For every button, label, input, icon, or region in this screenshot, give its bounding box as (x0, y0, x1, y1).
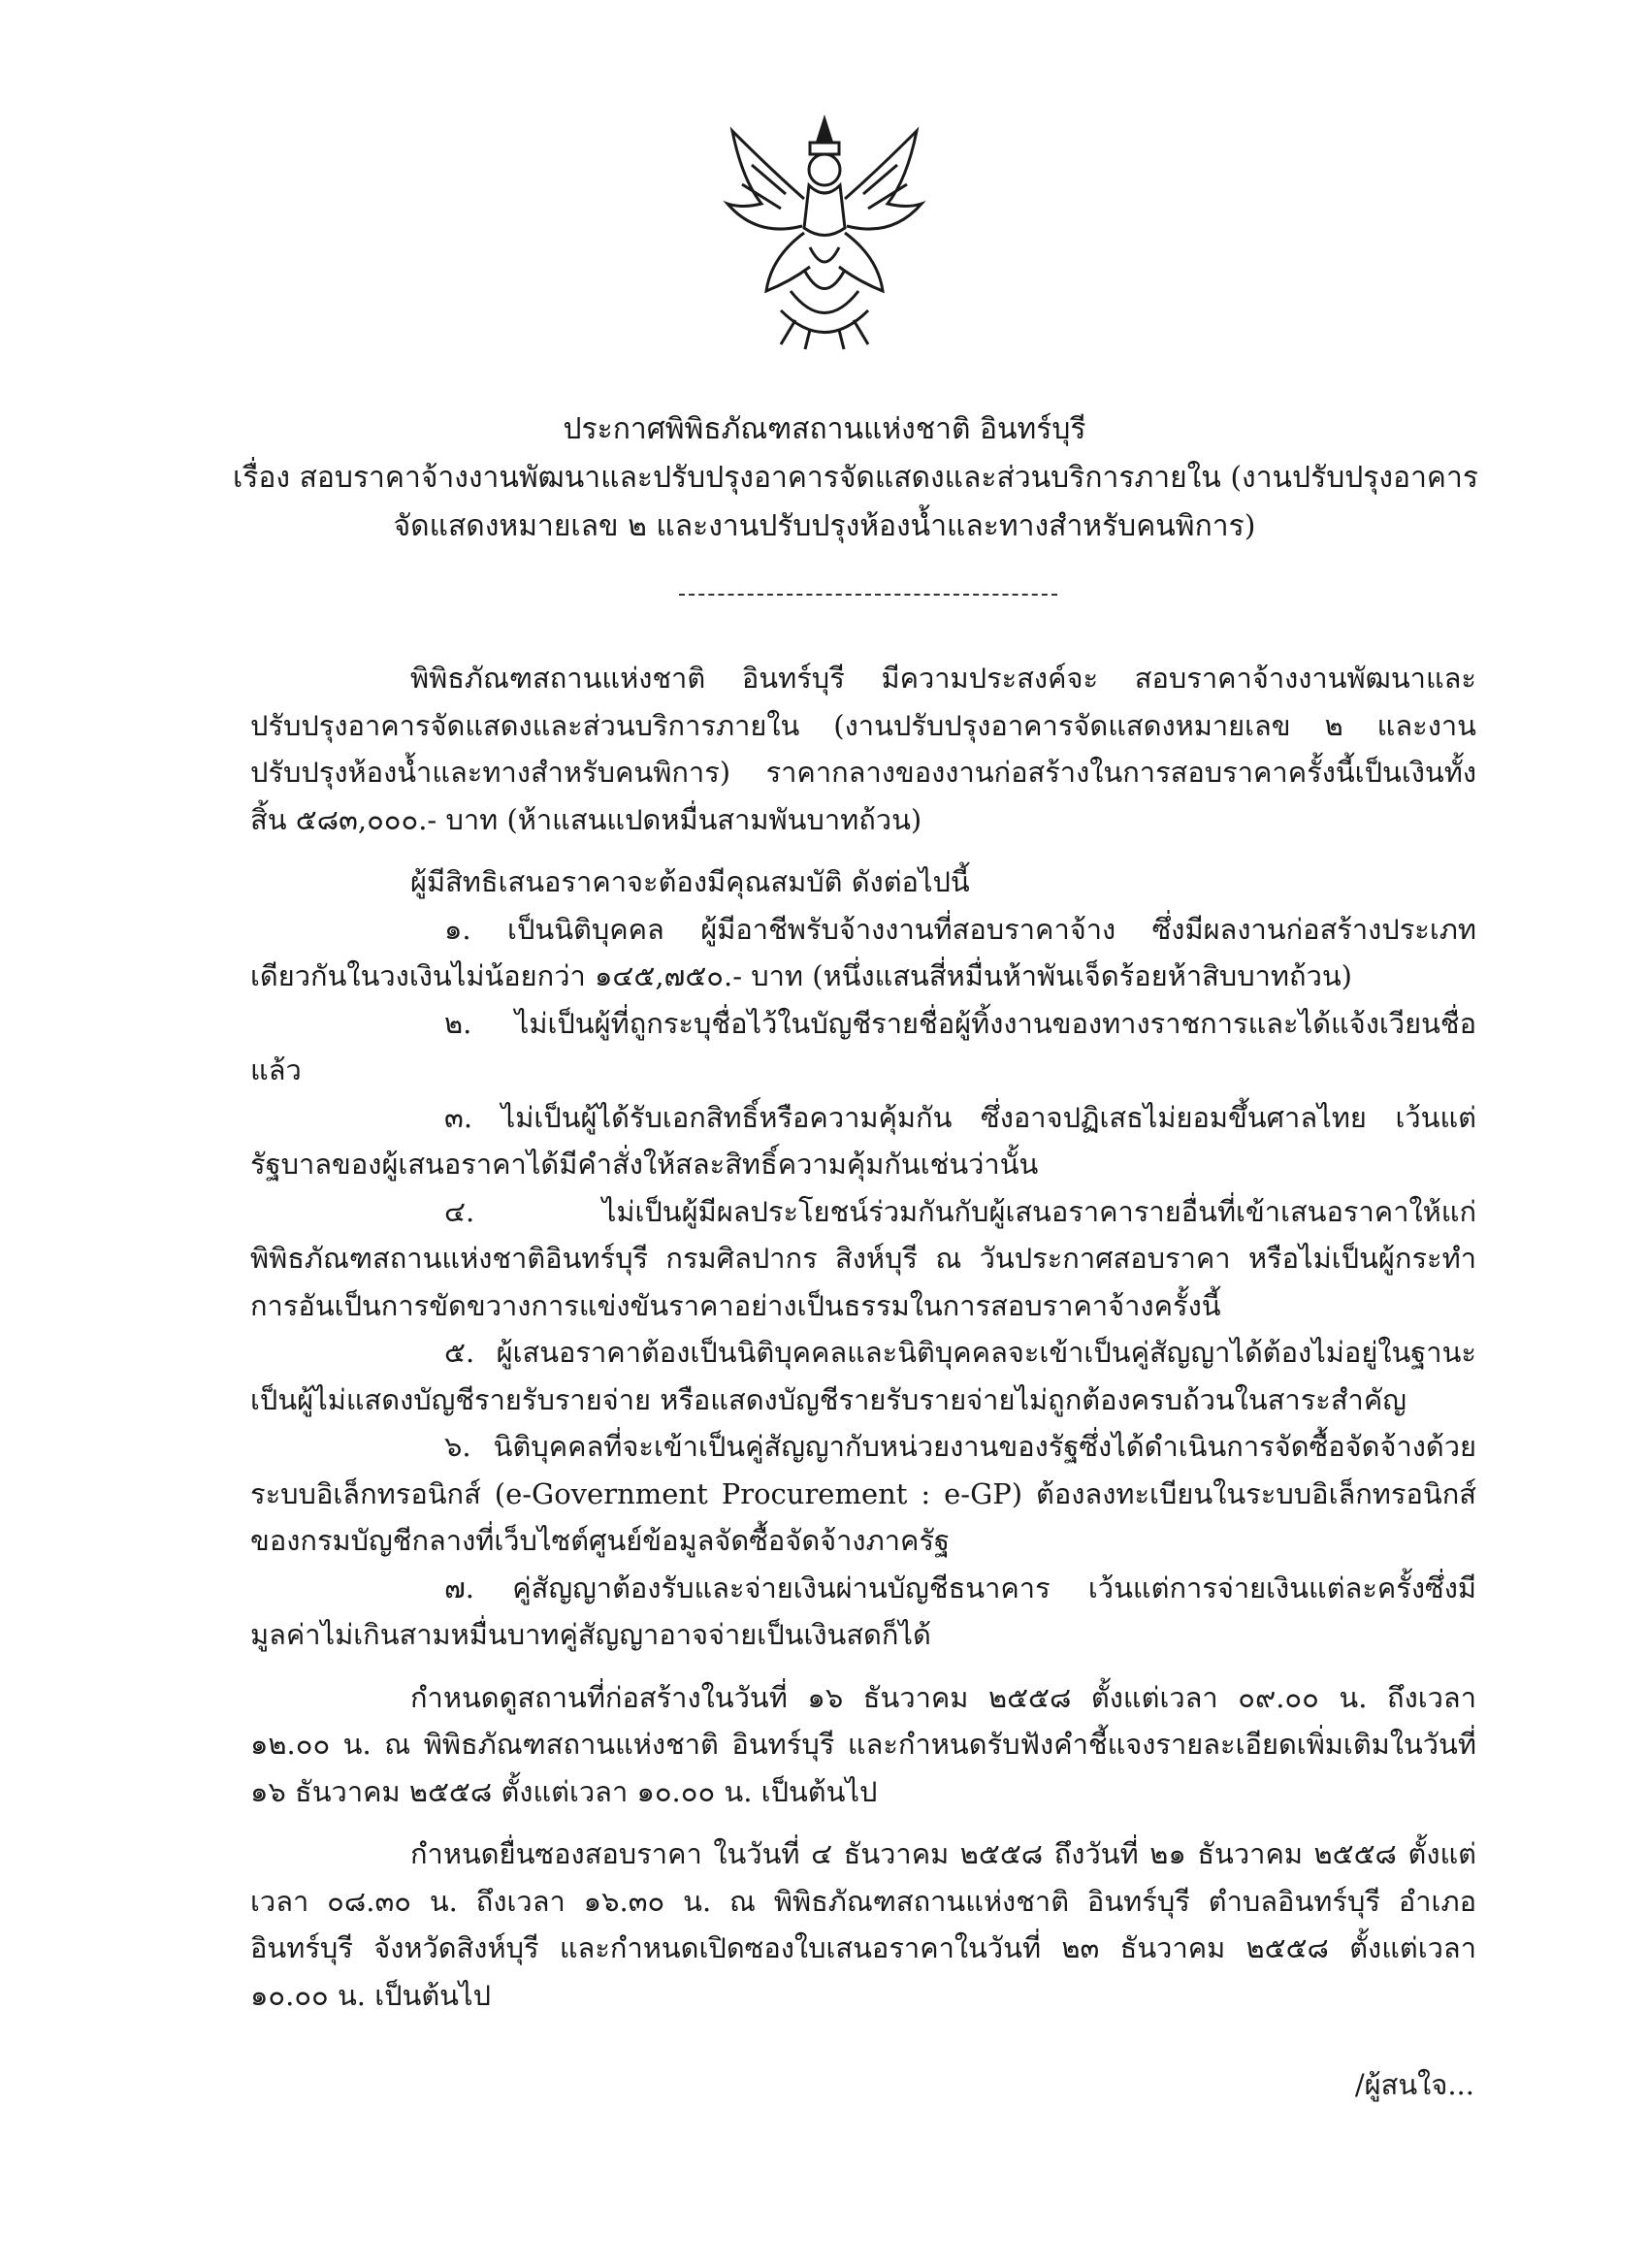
site-visit-paragraph: กำหนดดูสถานที่ก่อสร้างในวันที่ ๑๖ ธันวาคม ๒๕๕๘ ตั้งแต่เวลา ๐๙.๐๐ น. ถึงเวลา ๑๒.๐๐ น. ณ พิพิธภัณฑสถานแห่งชาติ อินทร์บุรี และกำหนดรับฟังคำชี้แจงรายละเอียดเพิ่มเติมในวันที่ ๑๖ ธันวาคม ๒๕๕๘ ตั้งแต่เวลา ๑๐.๐๐ น. เป็นต้นไป (250, 1680, 1476, 1808)
qualification-item: ๖. นิติบุคคลที่จะเข้าเป็นคู่สัญญากับหน่วยงานของรัฐซึ่งได้ดำเนินการจัดซื้อจัดจ้างด้วยระบบอิเล็กทรอนิกส์ (e-Government Procurement : e-GP) ต้องลงทะเบียนในระบบอิเล็กทรอนิกส์ของกรมบัญชีกลางที่เว็บไซต์ศูนย์ข้อมูลจัดซื้อจัดจ้างภาครัฐ (250, 1430, 1476, 1557)
announcement-subject: เรื่อง สอบราคาจ้างงานพัฒนาและปรับปรุงอาคารจัดแสดงและส่วนบริการภายใน (งานปรับปรุงอาคาร (233, 461, 1478, 495)
qualifications-heading: ผู้มีสิทธิเสนอราคาจะต้องมีคุณสมบัติ ดังต่อไปนี้ (410, 865, 970, 898)
header-divider (679, 594, 1057, 596)
intro-paragraph: พิพิธภัณฑสถานแห่งชาติ อินทร์บุรี มีความประสงค์จะ สอบราคาจ้างงานพัฒนาและปรับปรุงอาคารจัดแสดงและส่วนบริการภายใน (งานปรับปรุงอาคารจัดแสดงหมายเลข ๒ และงานปรับปรุงห้องน้ำและทางสำหรับคนพิการ) ราคากลางของงานก่อสร้างในการสอบราคาครั้งนี้เป็นเงินทั้งสิ้น ๕๘๓,๐๐๐.- บาท (ห้าแสนแปดหมื่นสามพันบาทถ้วน) (250, 662, 1476, 836)
page-continuation: /ผู้สนใจ... (1354, 2068, 1474, 2101)
qualification-item: ๑. เป็นนิติบุคคล ผู้มีอาชีพรับจ้างงานที่สอบราคาจ้าง ซึ่งมีผลงานก่อสร้างประเภทเดียวกันในวงเงินไม่น้อยกว่า ๑๔๕,๗๕๐.- บาท (หนึ่งแสนสี่หมื่นห้าพันเจ็ดร้อยห้าสิบบาทถ้วน) (250, 912, 1476, 992)
qualification-item: ๕. ผู้เสนอราคาต้องเป็นนิติบุคคลและนิติบุคคลจะเข้าเป็นคู่สัญญาได้ต้องไม่อยู่ในฐานะเป็นผู้ไม่แสดงบัญชีรายรับรายจ่าย หรือแสดงบัญชีรายรับรายจ่ายไม่ถูกต้องครบถ้วนในสาระสำคัญ (250, 1336, 1476, 1416)
announcement-body (250, 655, 1476, 2034)
qualification-item: ๔. ไม่เป็นผู้มีผลประโยชน์ร่วมกันกับผู้เสนอราคารายอื่นที่เข้าเสนอราคาให้แก่พิพิธภัณฑสถานแห่งชาติอินทร์บุรี กรมศิลปากร สิงห์บุรี ณ วันประกาศสอบราคา หรือไม่เป็นผู้กระทำการอันเป็นการขัดขวางการแข่งขันราคาอย่างเป็นธรรมในการสอบราคาจ้างครั้งนี้ (250, 1194, 1476, 1322)
garuda-emblem-icon (713, 112, 936, 354)
qualification-item: ๒. ไม่เป็นผู้ที่ถูกระบุชื่อไว้ในบัญชีรายชื่อผู้ทิ้งงานของทางราชการและได้แจ้งเวียนชื่อแล้ว (250, 1006, 1476, 1086)
qualification-item: ๓. ไม่เป็นผู้ได้รับเอกสิทธิ์หรือความคุ้มกัน ซึ่งอาจปฏิเสธไม่ยอมขึ้นศาลไทย เว้นแต่รัฐบาลของผู้เสนอราคาได้มีคำสั่งให้สละสิทธิ์ความคุ้มกันเช่นว่านั้น (250, 1100, 1476, 1181)
announcement-subject-continued: จัดแสดงหมายเลข ๒ และงานปรับปรุงห้องน้ำและทางสำหรับคนพิการ) (393, 509, 1256, 543)
announcement-header (233, 405, 1478, 551)
announcement-title: ประกาศพิพิธภัณฑสถานแห่งชาติ อินทร์บุรี (563, 412, 1086, 446)
submission-paragraph: กำหนดยื่นซองสอบราคา ในวันที่ ๔ ธันวาคม ๒๕๕๘ ถึงวันที่ ๒๑ ธันวาคม ๒๕๕๘ ตั้งแต่เวลา ๐๘.๓๐ น. ถึงเวลา ๑๖.๓๐ น. ณ พิพิธภัณฑสถานแห่งชาติ อินทร์บุรี ตำบลอินทร์บุรี อำเภออินทร์บุรี จังหวัดสิงห์บุรี และกำหนดเปิดซองใบเสนอราคาในวันที่ ๒๓ ธันวาคม ๒๕๕๘ ตั้งแต่เวลา ๑๐.๐๐ น. เป็นต้นไป (250, 1837, 1476, 2012)
qualification-item: ๗. คู่สัญญาต้องรับและจ่ายเงินผ่านบัญชีธนาคาร เว้นแต่การจ่ายเงินแต่ละครั้งซึ่งมีมูลค่าไม่เกินสามหมื่นบาทคู่สัญญาอาจจ่ายเป็นเงินสดก็ได้ (250, 1571, 1476, 1651)
